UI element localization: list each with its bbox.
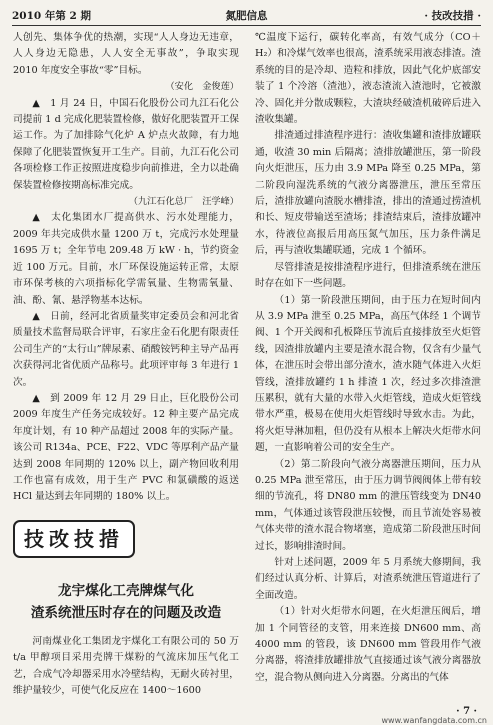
news-paragraph: 人创先、集体争优的热潮，实现“人人身边无违章，人人身边无隐患，人人安全无事故”，争取实现 2010 年度安全事故“零”目标。 [13, 32, 239, 76]
section-badge: 技改技措 [13, 520, 135, 558]
left-column [13, 30, 239, 699]
news-signature: （安化 金俊莲） [165, 81, 239, 93]
journal-name: 氮肥信息 [225, 10, 268, 22]
article-title-line: 龙宇煤化工壳牌煤气化 [58, 582, 194, 599]
article-paragraph: ℃温度下运行，碳转化率高，有效气成分（CO＋H₂）和冷煤气效率也很高，渣系统采用液态排渣。渣系统的目的是冷却、造粒和排放，因此气化炉底部安装了 1 个冷溶（渣池），液态渣流入渣池时，它被激冷、固化并分散成颗粒，大渣块经破渣机破碎后进入渣收集罐。 [255, 32, 481, 126]
watermark: www.wanfangdata.com.cn [381, 716, 487, 725]
news-paragraph: ▲ 1 月 24 日，中国石化股份公司九江石化公司提前 1 d 完成化肥装置检修，傲好化肥装置开工保运工作。为了加排除气化炉 A 炉点火故障，有力地保障了化肥装置恢复开工生产。目前，九江石化公司各项检修工作正按照进度稳步向前推进，全力以赴确保装置检修按期高标准完成。 [13, 97, 239, 191]
article-title-line: 渣系统泄压时存在的问题及改造 [30, 604, 222, 621]
news-paragraph: ▲ 到 2009 年 12 月 29 日止，巨化股份公司 2009 年度生产任务完成较好。12 种主要产品完成年度计划，有 10 种产品超过 2008 年的实际产量。该公司 R134a、PCE、F22、VDC 等厚利产品产量达到 2008 年同期的 120% 以上，副产物回收利用工作也富有成效，用于生产 PVC 和氯磺酸的返送 HCl 量达到去年同期的 180% 以上。 [13, 392, 239, 503]
article-paragraph: （2）第二阶段向气液分离器泄压期间，压力从 0.25 MPa 泄至常压，由于压力调节阀阀体上带有较细的节流孔，将 DN80 mm 的泄压管线变为 DN40 mm，气体通过该管段泄压较慢，而且节流处容易被气体夹带的渣水混合物堵塞，造成第二阶段泄压时间过长，影响排渣时间。 [255, 458, 481, 552]
news-paragraph: ▲ 日前，经河北省质量奖审定委员会和河北省质量技术监督局联合评审，石家庄金石化肥有限责任公司生产的“太行山”牌尿素、硝酸铵钙种主导产品再次获得河北省优质产品称号。此项评审每 3 年进行 1 次。 [13, 310, 239, 388]
header-rule [12, 25, 481, 26]
article-paragraph: （1）针对火炬带水问题，在火炬泄压阀后，增加 1 个同管径的支管，用来连接 DN600 mm、高 4000 mm 的管段，该 DN600 mm 管段用作气液分离器，将渣排放罐排放气直接通过该气液分离器放空，混合物从侧向进入分离器。分离出的气体 [255, 606, 481, 683]
right-column [255, 30, 481, 686]
section-label: · 技改技措 · [424, 10, 481, 22]
article-paragraph: 尽管排渣是按排渣程序进行，但排渣系统在泄压时存在如下一些问题。 [255, 261, 481, 290]
news-signature: （九江石化总厂 汪学峰） [128, 196, 239, 208]
news-paragraph: ▲ 太化集团水厂提高供水、污水处理能力，2009 年共完成供水量 1200 万 t，完成污水处理量 1695 万 t；全年节电 209.48 万 kW · h，节约资金近 100 万元。目前，水厂环保设施运转正常，太原市环保考核的六项指标化学需氧量、生物需氧量、油、酚、氰、悬浮物基本达标。 [13, 212, 239, 306]
issue-label: 2010 年第 2 期 [12, 10, 91, 22]
page-header [12, 6, 481, 24]
article-paragraph: 河南煤业化工集团龙宇煤化工有限公司的 50 万 t/a 甲醇项目采用壳牌干煤粉的气流床加压气化工艺，合成气冷却器采用水冷壁结构，无耐火砖衬里，维护量较少，可使气化反应在 1400～1600 [13, 635, 239, 696]
article-title [13, 580, 239, 624]
article-paragraph: 排渣通过排渣程序进行：渣收集罐和渣排放罐联通，收渣 30 min 后隔离；渣排放罐泄压，第一阶段向火炬泄压，压力由 3.9 MPa 降至 0.25 MPa，第二阶段向湿洗系统的气液分离器泄压，泄压至常压后，渣排放罐向渣脱水槽排渣，排出的渣通过捞渣机和长、短皮带输送至渣场；排渣结束后，渣排放罐冲水，待液位高报后用高压氮气加压，压力条件满足后，再与渣收集罐联通，完成 1 个循环。 [255, 130, 481, 257]
article-paragraph: 针对上述问题，2009 年 5 月系统大修期间，我们经过认真分析、计算后，对渣系统泄压管道进行了全面改造。 [255, 557, 481, 601]
article-paragraph: （1）第一阶段泄压期间，由于压力在短时间内从 3.9 MPa 泄至 0.25 MPa，高压气体经 1 个调节阀、1 个开关阀和孔板降压节流后直接排放至火炬管线，因渣排放罐内主要是渣水混合物，仅含有少量气体，在泄压时会带出部分渣水，渣水随气体进入火炬管线，渣排放罐约 1 h 排渣 1 次，经过多次排渣泄压累积，就有大量的水带入火炬管线，造成火炬管线带水严重，极易在使用火炬管线时导致水击。为此，将火炬导淋加粗，但仍没有从根本上解决火炬带水问题，一直影响着公司的安全生产。 [255, 294, 481, 454]
page-number: · 7 · [456, 706, 477, 717]
